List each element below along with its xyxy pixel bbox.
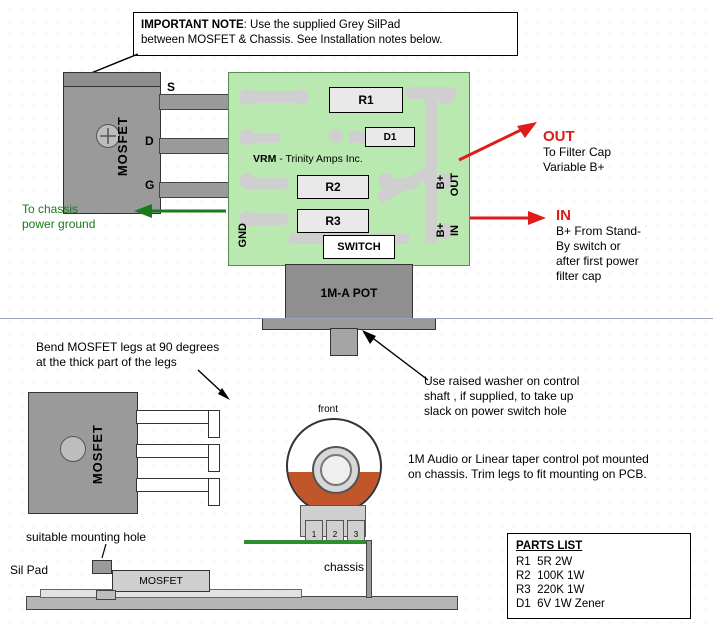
callout-ground: [22, 202, 95, 232]
out-arrow: [455, 120, 550, 166]
mosfet-bent-tip-3: [208, 478, 220, 506]
component-r3: R3: [297, 209, 369, 233]
part-value: 220K 1W: [537, 584, 585, 596]
part-value: 5R 2W: [537, 556, 573, 568]
callout-out-line1: To Filter Cap: [543, 145, 612, 159]
pot-lug-3: 3: [347, 520, 365, 542]
callout-washer-line2: shaft , if supplied, to take up: [424, 389, 574, 403]
pot-shaft: [330, 328, 358, 356]
callout-washer-line1: Use raised washer on control: [424, 374, 580, 388]
pcb-silkscreen-brand: [253, 153, 363, 165]
label-out: OUT: [449, 173, 461, 197]
part-value: 100K 1W: [537, 570, 585, 582]
pot-lug-2: 2: [326, 520, 344, 542]
pcb-board: [228, 72, 470, 266]
mosfet-cross-section: [112, 570, 210, 592]
mosfet-bent-tip-1: [208, 410, 220, 438]
mosfet-bent-leg-3: [136, 478, 214, 492]
brand-rest: - Trinity Amps Inc.: [276, 153, 363, 165]
pad-1: [239, 89, 255, 105]
note-line1: : Use the supplied Grey SilPad: [243, 19, 401, 31]
callout-ground-line2: power ground: [22, 217, 96, 231]
callout-in-title: IN: [556, 207, 571, 224]
pad-4: [239, 173, 255, 189]
callout-in-line3: after first power: [556, 254, 639, 268]
pcb-standoff: [366, 540, 372, 598]
mosfet-leg-s: [159, 94, 233, 110]
note-line2: between MOSFET & Chassis. See Installation notes below.: [141, 34, 443, 46]
mosfet-bottom-label: MOSFET: [90, 424, 105, 485]
pcb-edge-line: [244, 540, 368, 544]
callout-bend-line1: Bend MOSFET legs at 90 degrees: [36, 340, 220, 354]
callout-silpad: Sil Pad: [10, 563, 49, 577]
callout-washer-line3: slack on power switch hole: [424, 404, 567, 418]
pad-9: [379, 173, 393, 187]
note-title: IMPORTANT NOTE: [141, 19, 244, 31]
callout-mounting-hole: suitable mounting hole: [26, 530, 147, 544]
chassis-plate: [26, 596, 458, 610]
mosfet-cross-section-label: MOSFET: [139, 575, 183, 587]
pot-shaft-front: [320, 454, 352, 486]
mosfet-bottom-package: [28, 392, 188, 512]
callout-potnote: [408, 452, 649, 482]
parts-list-row: [516, 569, 682, 583]
pad-3: [239, 129, 255, 145]
pot-front-view: [286, 418, 382, 514]
parts-list-row: [516, 583, 682, 597]
callout-in-line4: filter cap: [556, 269, 602, 283]
trace-mid: [349, 131, 365, 143]
callout-in-line1: B+ From Stand-: [556, 224, 642, 238]
label-bplus-out: B+: [435, 175, 447, 190]
mosfet-bent-leg-2: [136, 444, 214, 458]
pot-front-label: front: [318, 404, 339, 415]
part-value: 6V 1W Zener: [537, 598, 605, 610]
label-in: IN: [449, 225, 461, 236]
component-d1: D1: [365, 127, 415, 147]
component-switch: SWITCH: [323, 235, 395, 259]
callout-in: [556, 207, 641, 284]
component-r2: R2: [297, 175, 369, 199]
mosfet-pin-g: G: [145, 178, 155, 192]
component-r1: R1: [329, 87, 403, 113]
callout-ground-line1: To chassis: [22, 202, 79, 216]
mosfet-bent-leg-1: [136, 410, 214, 424]
mosfet-bottom-hole: [60, 436, 86, 462]
callout-out-title: OUT: [543, 128, 575, 145]
pad-10: [329, 129, 343, 143]
brand-vrm: VRM: [253, 153, 277, 165]
parts-list-box: [507, 533, 691, 619]
bend-pointer: [196, 368, 240, 404]
part-ref: R2: [516, 570, 531, 582]
part-ref: R1: [516, 556, 531, 568]
mosfet-leg-g: [159, 182, 233, 198]
mosfet-bent-tip-2: [208, 444, 220, 472]
label-bplus-in: B+: [435, 223, 447, 238]
pot-body-top-view: 1M-A POT: [285, 264, 413, 322]
callout-potnote-line2: on chassis. Trim legs to fit mounting on PCB.: [408, 467, 647, 481]
mosfet-label: MOSFET: [115, 116, 130, 177]
mounting-screw: [92, 560, 112, 574]
callout-in-line2: By switch or: [556, 239, 621, 253]
callout-out-line2: Variable B+: [543, 160, 605, 174]
mosfet-pin-s: S: [167, 80, 176, 94]
part-ref: D1: [516, 598, 531, 610]
mosfet-cross-leg: [96, 590, 116, 600]
mosfet-leg-d: [159, 138, 233, 154]
parts-list-row: [516, 597, 682, 611]
section-divider: [0, 318, 713, 319]
important-note-box: [133, 12, 518, 56]
pad-6: [437, 89, 453, 105]
callout-out: [543, 128, 611, 175]
parts-list-row: [516, 555, 682, 569]
part-ref: R3: [516, 584, 531, 596]
pad-2: [293, 89, 309, 105]
callout-bend-line2: at the thick part of the legs: [36, 355, 177, 369]
pot-lug-1: 1: [305, 520, 323, 542]
mounting-hole-pointer: [92, 544, 122, 562]
callout-potnote-line1: 1M Audio or Linear taper control pot mounted: [408, 452, 649, 466]
parts-list-header: PARTS LIST: [516, 540, 583, 552]
callout-chassis: chassis: [324, 560, 365, 574]
ground-arrow: [132, 200, 228, 222]
in-arrow: [470, 208, 550, 228]
mosfet-top-package: [63, 72, 183, 212]
mosfet-body: [63, 86, 161, 214]
callout-washer: [424, 374, 579, 419]
label-gnd: GND: [237, 223, 249, 248]
callout-bend: [36, 340, 219, 370]
mosfet-pin-d: D: [145, 134, 154, 148]
